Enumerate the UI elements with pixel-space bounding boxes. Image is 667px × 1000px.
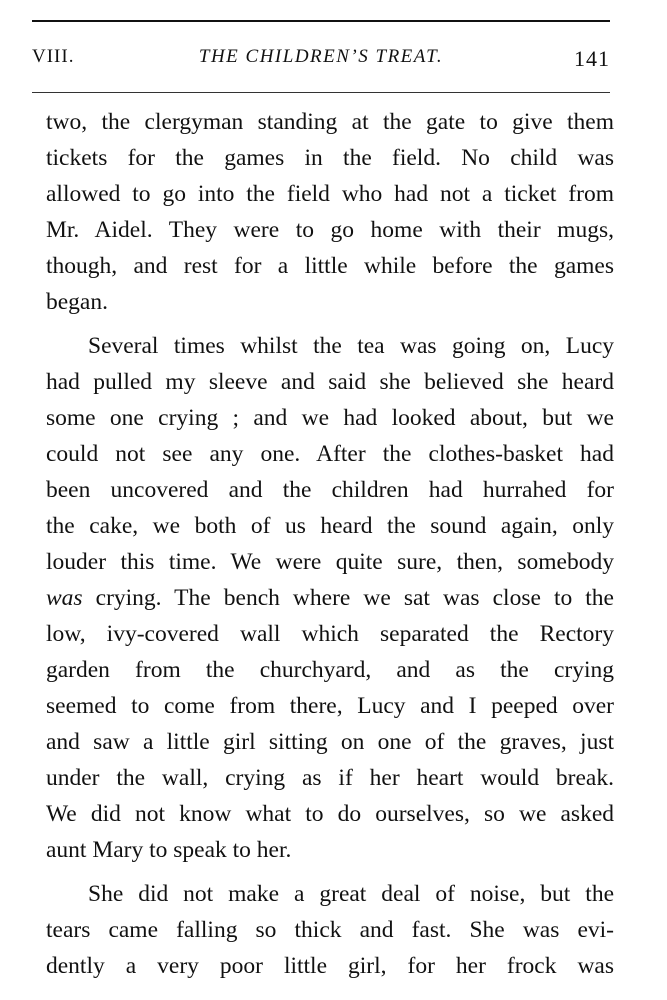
chapter-number: VIII. <box>32 46 75 67</box>
text-line: began. <box>46 289 108 315</box>
top-rule <box>32 20 610 22</box>
paragraph-3 <box>46 876 614 984</box>
text-line: She did not make a great deal of noise, but the <box>88 881 614 907</box>
header-rule <box>32 92 610 93</box>
running-header <box>32 46 610 78</box>
text-line: had pulled my sleeve and said she believed she heard <box>46 369 614 395</box>
text-line: two, the clergyman standing at the gate to give them <box>46 109 614 135</box>
text-line <box>46 580 614 616</box>
page-number: 141 <box>574 46 610 71</box>
text-line-rest: crying. The bench where we sat was close to the <box>82 585 614 611</box>
running-title: THE CHILDREN’S TREAT. <box>198 46 444 67</box>
text-line: aunt Mary to speak to her. <box>46 837 292 863</box>
text-line: Mr. Aidel. They were to go home with their mugs, <box>46 217 614 243</box>
body-text <box>46 104 614 992</box>
text-line: allowed to go into the field who had not a ticket from <box>46 181 614 207</box>
text-line: garden from the churchyard, and as the crying <box>46 657 614 683</box>
italic-emphasis: was <box>46 585 83 611</box>
text-line: tears came falling so thick and fast. She was evi- <box>46 917 614 943</box>
text-line: Several times whilst the tea was going on, Lucy <box>88 333 614 359</box>
text-line: and saw a little girl sitting on one of the graves, just <box>46 729 614 755</box>
paragraph-2 <box>46 328 614 868</box>
text-line: louder this time. We were quite sure, then, somebody <box>46 549 614 575</box>
text-line: been uncovered and the children had hurrahed for <box>46 477 614 503</box>
text-line: tickets for the games in the field. No child was <box>46 145 614 171</box>
text-line: low, ivy-covered wall which separated the Rectory <box>46 621 614 647</box>
text-line: could not see any one. After the clothes-basket had <box>46 441 614 467</box>
text-line: some one crying ; and we had looked about, but we <box>46 405 614 431</box>
text-line: the cake, we both of us heard the sound again, only <box>46 513 614 539</box>
text-line: though, and rest for a little while before the games <box>46 253 614 279</box>
text-line: seemed to come from there, Lucy and I peeped over <box>46 693 614 719</box>
text-line: We did not know what to do ourselves, so we asked <box>46 801 614 827</box>
text-line: under the wall, crying as if her heart would break. <box>46 765 614 791</box>
text-line: dently a very poor little girl, for her frock was <box>46 953 614 979</box>
paragraph-1 <box>46 104 614 320</box>
